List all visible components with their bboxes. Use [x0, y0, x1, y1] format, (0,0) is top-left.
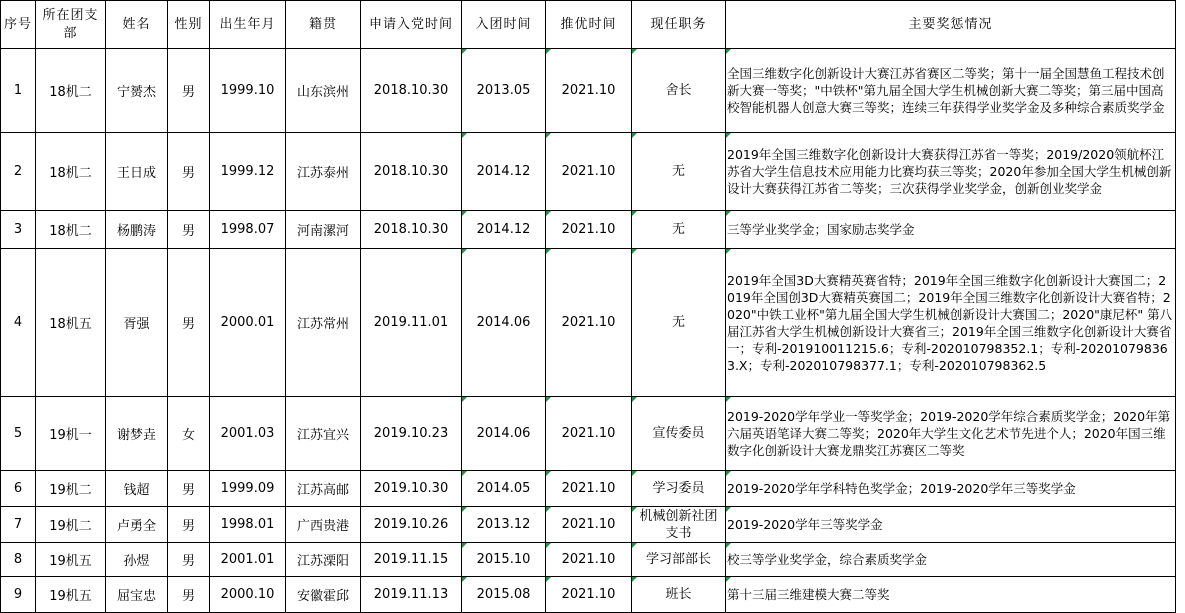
gender-cell: 男: [168, 211, 210, 249]
party-apply-cell: 2019.10.30: [361, 471, 462, 507]
recommend-cell: 2021.10: [546, 507, 632, 543]
position-cell: 无: [632, 249, 726, 397]
header-party-apply: 申请入党时间: [361, 1, 462, 49]
header-gender: 性别: [168, 1, 210, 49]
awards-cell: 第十三届三维建模大赛二等奖: [726, 577, 1176, 613]
table-row: [1, 507, 1176, 543]
position-cell: 无: [632, 211, 726, 249]
table-body: [1, 49, 1176, 613]
gender-cell: 男: [168, 507, 210, 543]
party-apply-cell: 2018.10.30: [361, 49, 462, 133]
origin-cell: 安徽霍邱: [286, 577, 361, 613]
position-cell: 机械创新社团支书: [632, 507, 726, 543]
table-row: [1, 133, 1176, 211]
birth-cell: 2000.10: [210, 577, 286, 613]
header-league-join: 入团时间: [462, 1, 546, 49]
seq-cell: 9: [1, 577, 36, 613]
origin-cell: 河南漯河: [286, 211, 361, 249]
header-origin: 籍贯: [286, 1, 361, 49]
birth-cell: 2000.01: [210, 249, 286, 397]
recommend-cell: 2021.10: [546, 133, 632, 211]
party-apply-cell: 2019.10.26: [361, 507, 462, 543]
birth-cell: 2001.03: [210, 397, 286, 471]
seq-cell: 4: [1, 249, 36, 397]
table-row: [1, 397, 1176, 471]
league-join-cell: 2014.05: [462, 471, 546, 507]
table-row: [1, 577, 1176, 613]
awards-cell: 三等学业奖学金；国家励志奖学金: [726, 211, 1176, 249]
branch-cell: 18机五: [36, 249, 106, 397]
party-apply-cell: 2019.11.01: [361, 249, 462, 397]
branch-cell: 19机一: [36, 397, 106, 471]
name-cell: 谢梦垚: [106, 397, 168, 471]
seq-cell: 8: [1, 543, 36, 577]
league-join-cell: 2015.10: [462, 543, 546, 577]
name-cell: 卢勇全: [106, 507, 168, 543]
party-apply-cell: 2018.10.30: [361, 133, 462, 211]
branch-cell: 19机五: [36, 543, 106, 577]
name-cell: 屈宝忠: [106, 577, 168, 613]
seq-cell: 6: [1, 471, 36, 507]
branch-cell: 19机五: [36, 577, 106, 613]
gender-cell: 男: [168, 249, 210, 397]
header-seq: 序号: [1, 1, 36, 49]
birth-cell: 1998.07: [210, 211, 286, 249]
header-birth: 出生年月: [210, 1, 286, 49]
position-cell: 宣传委员: [632, 397, 726, 471]
awards-cell: 2019年全国3D大赛精英赛省特；2019年全国三维数字化创新设计大赛国二；2019年全国创3D大赛精英赛国二；2019年全国三维数字化创新设计大赛省特；2020"中铁工业杯"第九届全国大学生机械创新设计大赛国二；2020"康尼杯" 第八届江苏省大学生机械创新设计大赛省三；2019年全国三维数字化创新设计大赛省一；专利-201910011215.6；专利-202010798352.1；专利-202010798363.X；专利-202010798377.1；专利-202010798362.5: [726, 249, 1176, 397]
league-join-cell: 2013.12: [462, 507, 546, 543]
branch-cell: 18机二: [36, 49, 106, 133]
table-row: [1, 543, 1176, 577]
branch-cell: 19机二: [36, 471, 106, 507]
birth-cell: 1998.01: [210, 507, 286, 543]
origin-cell: 江苏溧阳: [286, 543, 361, 577]
name-cell: 宁赟杰: [106, 49, 168, 133]
birth-cell: 2001.01: [210, 543, 286, 577]
recommend-cell: 2021.10: [546, 249, 632, 397]
seq-cell: 3: [1, 211, 36, 249]
gender-cell: 男: [168, 49, 210, 133]
name-cell: 胥强: [106, 249, 168, 397]
birth-cell: 1999.10: [210, 49, 286, 133]
recommend-cell: 2021.10: [546, 577, 632, 613]
league-join-cell: 2015.08: [462, 577, 546, 613]
origin-cell: 山东滨州: [286, 49, 361, 133]
branch-cell: 19机二: [36, 507, 106, 543]
origin-cell: 江苏宜兴: [286, 397, 361, 471]
awards-cell: 2019-2020学年学业一等奖学金；2019-2020学年综合素质奖学金；2020年第六届英语笔译大赛二等奖；2020年大学生文化艺术节先进个人；2020年国三维数字化创新设计大赛龙鼎奖江苏赛区二等奖: [726, 397, 1176, 471]
header-branch: 所在团支部: [36, 1, 106, 49]
seq-cell: 1: [1, 49, 36, 133]
seq-cell: 2: [1, 133, 36, 211]
recommend-cell: 2021.10: [546, 49, 632, 133]
recommend-cell: 2021.10: [546, 397, 632, 471]
gender-cell: 男: [168, 543, 210, 577]
name-cell: 杨鹏涛: [106, 211, 168, 249]
gender-cell: 女: [168, 397, 210, 471]
league-join-cell: 2014.06: [462, 397, 546, 471]
position-cell: 学习部部长: [632, 543, 726, 577]
seq-cell: 7: [1, 507, 36, 543]
name-cell: 王日成: [106, 133, 168, 211]
league-join-cell: 2014.12: [462, 133, 546, 211]
birth-cell: 1999.12: [210, 133, 286, 211]
origin-cell: 江苏高邮: [286, 471, 361, 507]
table-row: [1, 471, 1176, 507]
party-apply-cell: 2019.11.15: [361, 543, 462, 577]
league-join-cell: 2013.05: [462, 49, 546, 133]
birth-cell: 1999.09: [210, 471, 286, 507]
origin-cell: 广西贵港: [286, 507, 361, 543]
header-awards: 主要奖惩情况: [726, 1, 1176, 49]
position-cell: 无: [632, 133, 726, 211]
gender-cell: 男: [168, 577, 210, 613]
position-cell: 学习委员: [632, 471, 726, 507]
header-recommend: 推优时间: [546, 1, 632, 49]
party-apply-cell: 2019.11.13: [361, 577, 462, 613]
name-cell: 钱超: [106, 471, 168, 507]
league-join-cell: 2014.06: [462, 249, 546, 397]
gender-cell: 男: [168, 133, 210, 211]
gender-cell: 男: [168, 471, 210, 507]
position-cell: 舍长: [632, 49, 726, 133]
awards-cell: 2019-2020学年学科特色奖学金；2019-2020学年三等奖学金: [726, 471, 1176, 507]
recommend-cell: 2021.10: [546, 543, 632, 577]
recommend-cell: 2021.10: [546, 211, 632, 249]
table-row: [1, 211, 1176, 249]
awards-cell: 全国三维数字化创新设计大赛江苏省赛区二等奖；第十一届全国慧鱼工程技术创新大赛一等奖；"中铁杯"第九届全国大学生机械创新大赛二等奖；第三届中国高校智能机器人创意大赛三等奖；连续三年获得学业奖学金及多种综合素质奖学金: [726, 49, 1176, 133]
table-row: [1, 49, 1176, 133]
header-name: 姓名: [106, 1, 168, 49]
name-cell: 孙煜: [106, 543, 168, 577]
table-row: [1, 249, 1176, 397]
header-position: 现任职务: [632, 1, 726, 49]
branch-cell: 18机二: [36, 133, 106, 211]
awards-cell: 校三等学业奖学金，综合素质奖学金: [726, 543, 1176, 577]
party-apply-cell: 2019.10.23: [361, 397, 462, 471]
origin-cell: 江苏常州: [286, 249, 361, 397]
origin-cell: 江苏泰州: [286, 133, 361, 211]
awards-cell: 2019-2020学年三等奖学金: [726, 507, 1176, 543]
seq-cell: 5: [1, 397, 36, 471]
league-join-cell: 2014.12: [462, 211, 546, 249]
branch-cell: 18机二: [36, 211, 106, 249]
position-cell: 班长: [632, 577, 726, 613]
header-row: [1, 1, 1176, 49]
party-apply-cell: 2018.10.30: [361, 211, 462, 249]
awards-cell: 2019年全国三维数字化创新设计大赛获得江苏省一等奖；2019/2020领航杯江苏省大学生信息技术应用能力比赛均获三等奖；2020年参加全国大学生机械创新设计大赛获得江苏省二等奖；三次获得学业奖学金，创新创业奖学金: [726, 133, 1176, 211]
recommend-cell: 2021.10: [546, 471, 632, 507]
